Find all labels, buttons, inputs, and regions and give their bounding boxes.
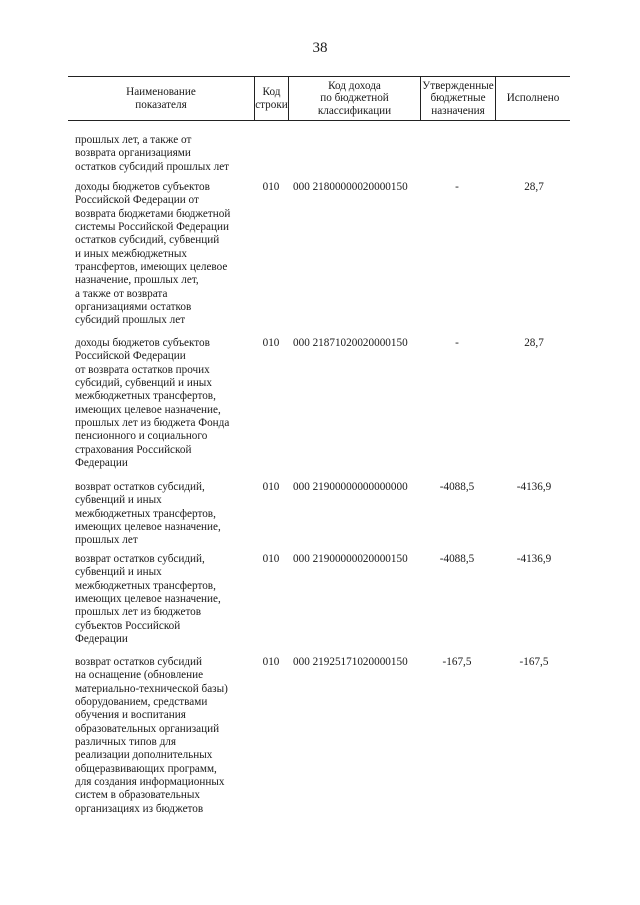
row-plan: -4088,5 (439, 553, 475, 565)
row-plan: -167,5 (442, 656, 472, 668)
row-done: -167,5 (519, 656, 549, 668)
row-name: доходы бюджетов субъектов Российской Федерации от возврата остатков прочих субсидий, субвенций и иных межбюджетных трансфертов, имеющих целевое назначение, прошлых лет из бюджета Фонда пенсионного и социального страхования Российской Федерации (75, 337, 230, 470)
table-header (68, 76, 570, 121)
row-code: 010 (262, 656, 280, 668)
row-code: 010 (262, 337, 280, 349)
row-name: возврат остатков субсидий на оснащение (обновление материально-технической базы) оборудованием, средствами обучения и воспитания образовательных организаций различных типов для реализации дополнительных общеразвивающих программ, для создания информационных систем в образовательных организациях из бюджетов (75, 656, 228, 815)
row-kbk: 000 21900000020000150 (293, 553, 408, 565)
header-done: Исполнено (506, 92, 560, 105)
row-kbk: 000 21925171020000150 (293, 656, 408, 668)
row-name: возврат остатков субсидий, субвенций и иных межбюджетных трансфертов, имеющих целевое назначение, прошлых лет (75, 481, 221, 547)
row-plan: - (455, 337, 459, 349)
row-kbk: 000 21871020020000150 (293, 337, 408, 349)
header-plan: Утвержденные бюджетные назначения (422, 79, 494, 117)
row-code: 010 (262, 553, 280, 565)
row-done: 28,7 (524, 337, 544, 349)
row-plan: -4088,5 (439, 481, 475, 493)
row-plan: - (455, 181, 459, 193)
row-kbk: 000 21800000020000150 (293, 181, 408, 193)
row-name: прошлых лет, а также от возврата организациями остатков субсидий прошлых лет (75, 134, 230, 173)
header-kbk: Код дохода по бюджетной классификации (317, 79, 392, 117)
row-done: 28,7 (524, 181, 544, 193)
row-done: -4136,9 (516, 553, 552, 565)
header-name: Наименование показателя (126, 86, 196, 111)
row-code: 010 (262, 481, 280, 493)
row-kbk: 000 21900000000000000 (293, 481, 408, 493)
row-name: возврат остатков субсидий, субвенций и иных межбюджетных трансфертов, имеющих целевое назначение, прошлых лет из бюджетов субъектов Российской Федерации (75, 553, 221, 646)
page-number: 38 (312, 40, 328, 56)
row-code: 010 (262, 181, 280, 193)
row-done: -4136,9 (516, 481, 552, 493)
header-code: Код строки (255, 86, 288, 111)
row-name: доходы бюджетов субъектов Российской Федерации от возврата бюджетами бюджетной системы Российской Федерации остатков субсидий, субвенций и иных межбюджетных трансфертов, имеющих целевое назначение, прошлых лет, а также от возврата организациями остатков субсидий прошлых лет (75, 181, 231, 327)
